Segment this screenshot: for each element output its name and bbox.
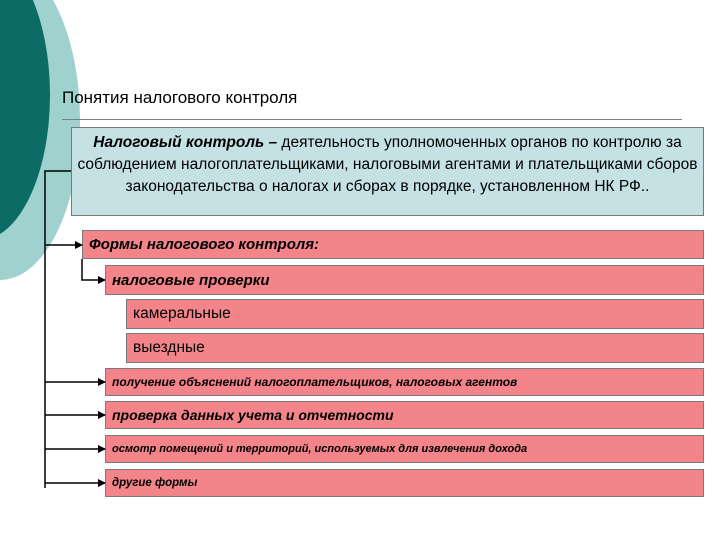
other-forms-label: другие формы (112, 477, 198, 489)
records-check-label: проверка данных учета и отчетности (112, 407, 394, 423)
explanations-label: получение объяснений налогоплательщиков, налоговых агентов (112, 375, 518, 389)
connector-definition (45, 171, 71, 488)
page-title: Понятия налогового контроля (62, 88, 298, 107)
field-audit-label: выездные (133, 339, 205, 356)
connector-audits (82, 259, 105, 280)
desk-audit-label: камеральные (133, 305, 231, 322)
tax-audits-label: налоговые проверки (112, 271, 270, 289)
premises-inspection-label: осмотр помещений и территорий, используемых для извлечения дохода (112, 443, 528, 455)
forms-heading-label: Формы налогового контроля: (89, 236, 320, 253)
definition-term: Налоговый контроль – (93, 134, 278, 151)
definition-text: деятельность уполномоченных органов по контролю за соблюдением налогоплательщиками, налоговыми агентами и плательщиками сборов законодательства о налогах и сборах в порядке, установленном НК РФ.. (77, 134, 698, 195)
